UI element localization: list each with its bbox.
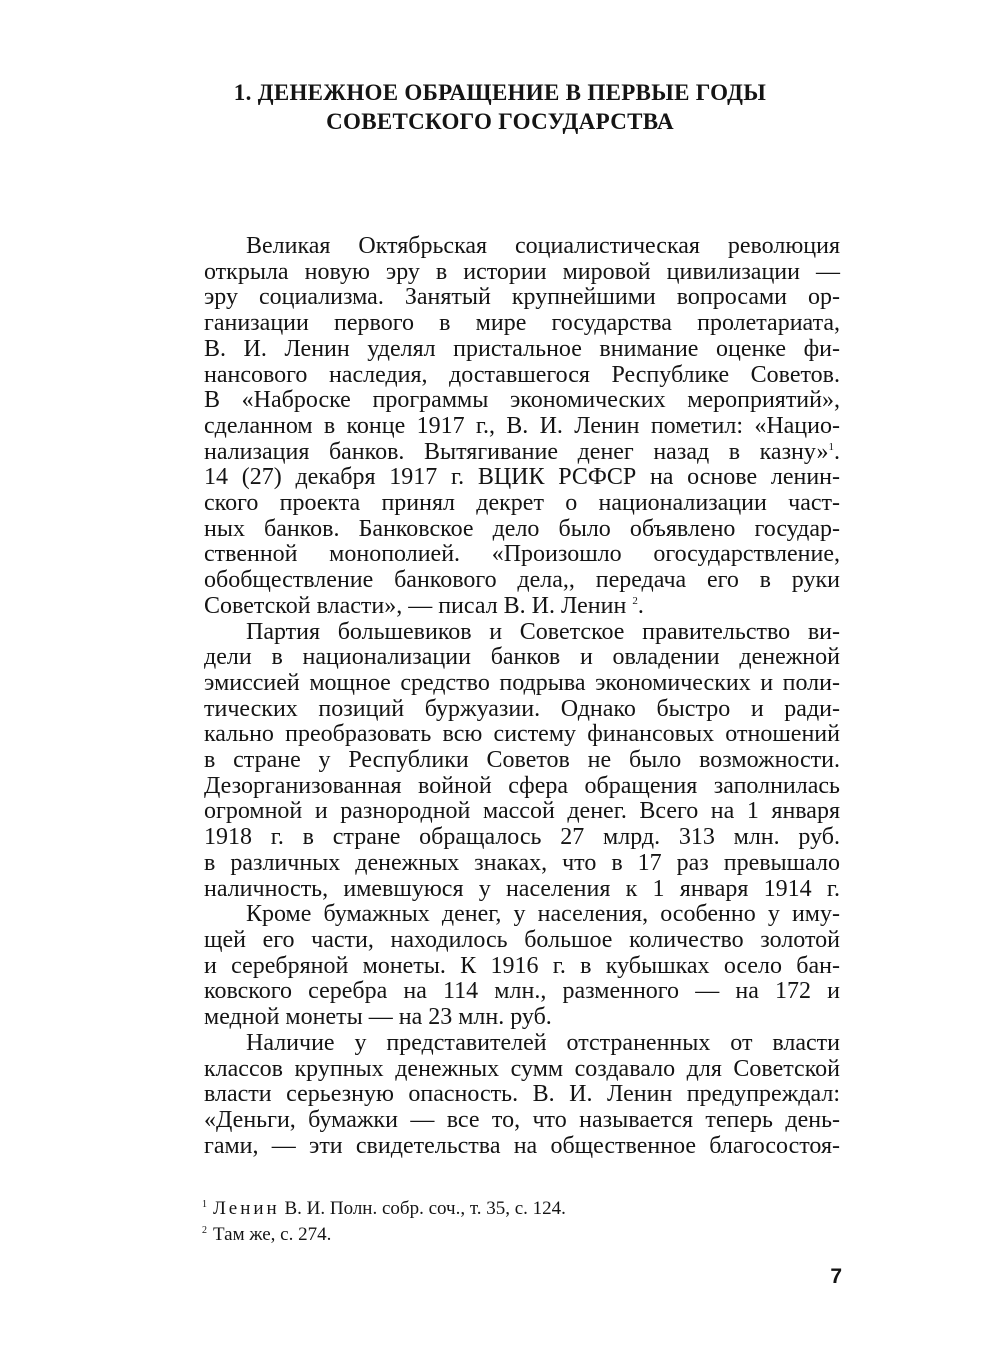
text-line: кально преобразовать всю систему финансовых отношений (204, 721, 840, 748)
text-line: Партия большевиков и Советское правительство ви- (246, 618, 840, 645)
paragraph-1 (162, 234, 840, 620)
text-line-content: нализация банков. Вытягивание денег назад в казну» (204, 438, 829, 465)
text-line: Дезорганизованная войной сфера обращения заполнилась (204, 772, 840, 799)
text-line: в стране у Республики Советов не было возможности. (204, 747, 840, 774)
paragraph-3 (162, 902, 840, 1031)
text-line: и серебряной монеты. К 1916 г. в кубышках осело бан- (204, 952, 840, 979)
footnote-text: Там же, с. 274. (213, 1224, 332, 1245)
text-line: Кроме бумажных денег, у населения, особенно у иму- (246, 901, 840, 928)
text-line: медной монеты — на 23 млн. руб. (204, 1004, 552, 1031)
footnote-ref-2: 2 (632, 594, 638, 607)
text-line: Великая Октябрьская социалистическая революция (246, 233, 840, 259)
chapter-heading-line-2: СОВЕТСКОГО ГОСУДАРСТВА (326, 109, 674, 134)
paragraph-2 (162, 620, 840, 903)
text-line: огромной и разнородной массой денег. Всего на 1 января (204, 798, 840, 825)
paragraph-4 (162, 1031, 840, 1160)
text-line: власти серьезную опасность. В. И. Ленин предупреждал: (204, 1081, 840, 1108)
text-line: классов крупных денежных сумм создавало для Советской (204, 1055, 840, 1082)
body-text (162, 234, 840, 1159)
text-line: «Деньги, бумажки — все то, что называется теперь день- (204, 1106, 840, 1133)
text-line: 14 (27) декабря 1917 г. ВЦИК РСФСР на основе ленин- (204, 464, 840, 491)
text-line: ковского серебра на 114 млн., разменного — на 172 и (204, 978, 840, 1005)
footnote-2 (202, 1222, 566, 1248)
text-line-with-footnote (162, 440, 840, 466)
text-line-with-footnote (162, 594, 840, 620)
footnote-1 (202, 1196, 566, 1222)
text-line-content: Советской власти», — писал В. И. Ленин (204, 592, 627, 619)
text-line: наличность, имевшуюся у населения к 1 января 1914 г. (204, 875, 840, 902)
chapter-heading-line-1: 1. ДЕНЕЖНОЕ ОБРАЩЕНИЕ В ПЕРВЫЕ ГОДЫ (233, 80, 767, 105)
text-line: щей его части, находилось большое количество золотой (204, 926, 840, 953)
text-line: нансового наследия, доставшегося Республике Советов. (204, 361, 840, 388)
footnote-ref-1: 1 (828, 440, 834, 453)
text-line: в различных денежных знаках, что в 17 раз превышало (204, 849, 840, 876)
text-line: эру социализма. Занятый крупнейшими вопросами ор- (204, 284, 840, 311)
text-line: 1918 г. в стране обращалось 27 млрд. 313 млн. руб. (204, 824, 840, 851)
text-line: сделанном в конце 1917 г., В. И. Ленин пометил: «Нацио- (204, 412, 840, 439)
punctuation: . (637, 592, 644, 619)
footnote-text: В. И. Полн. собр. соч., т. 35, с. 124. (284, 1198, 566, 1219)
text-line: дели в национализации банков и овладении денежной (204, 644, 840, 671)
text-line: Наличие у представителей отстраненных от власти (246, 1029, 840, 1056)
text-line: ского проекта принял декрет о национализации част- (204, 490, 840, 517)
footnote-author: Ленин (213, 1198, 280, 1219)
chapter-heading (160, 78, 840, 136)
text-line: ганизации первого в мире государства пролетариата, (204, 310, 840, 337)
text-line: тических позиций буржуазии. Однако быстро и ради- (204, 695, 840, 722)
text-line: обобществление банкового дела,, передача его в руки (204, 567, 840, 594)
punctuation: . (834, 438, 840, 465)
text-line: гами, — эти свидетельства на общественное благосостоя- (204, 1132, 840, 1159)
text-line: ных банков. Банковское дело было объявлено государ- (204, 515, 840, 542)
text-line: В «Наброске программы экономических мероприятий», (204, 387, 840, 414)
text-line: В. И. Ленин уделял пристальное внимание оценке фи- (204, 335, 840, 362)
page-number: 7 (830, 1265, 842, 1288)
text-line: эмиссией мощное средство подрыва экономических и поли- (204, 669, 840, 696)
footnote-mark: 2 (202, 1224, 207, 1236)
footnotes (202, 1196, 566, 1248)
text-line: открыла новую эру в истории мировой цивилизации — (204, 258, 840, 285)
footnote-mark: 1 (202, 1198, 207, 1210)
text-line: ственной монополией. «Произошло огосударствление, (204, 541, 840, 568)
